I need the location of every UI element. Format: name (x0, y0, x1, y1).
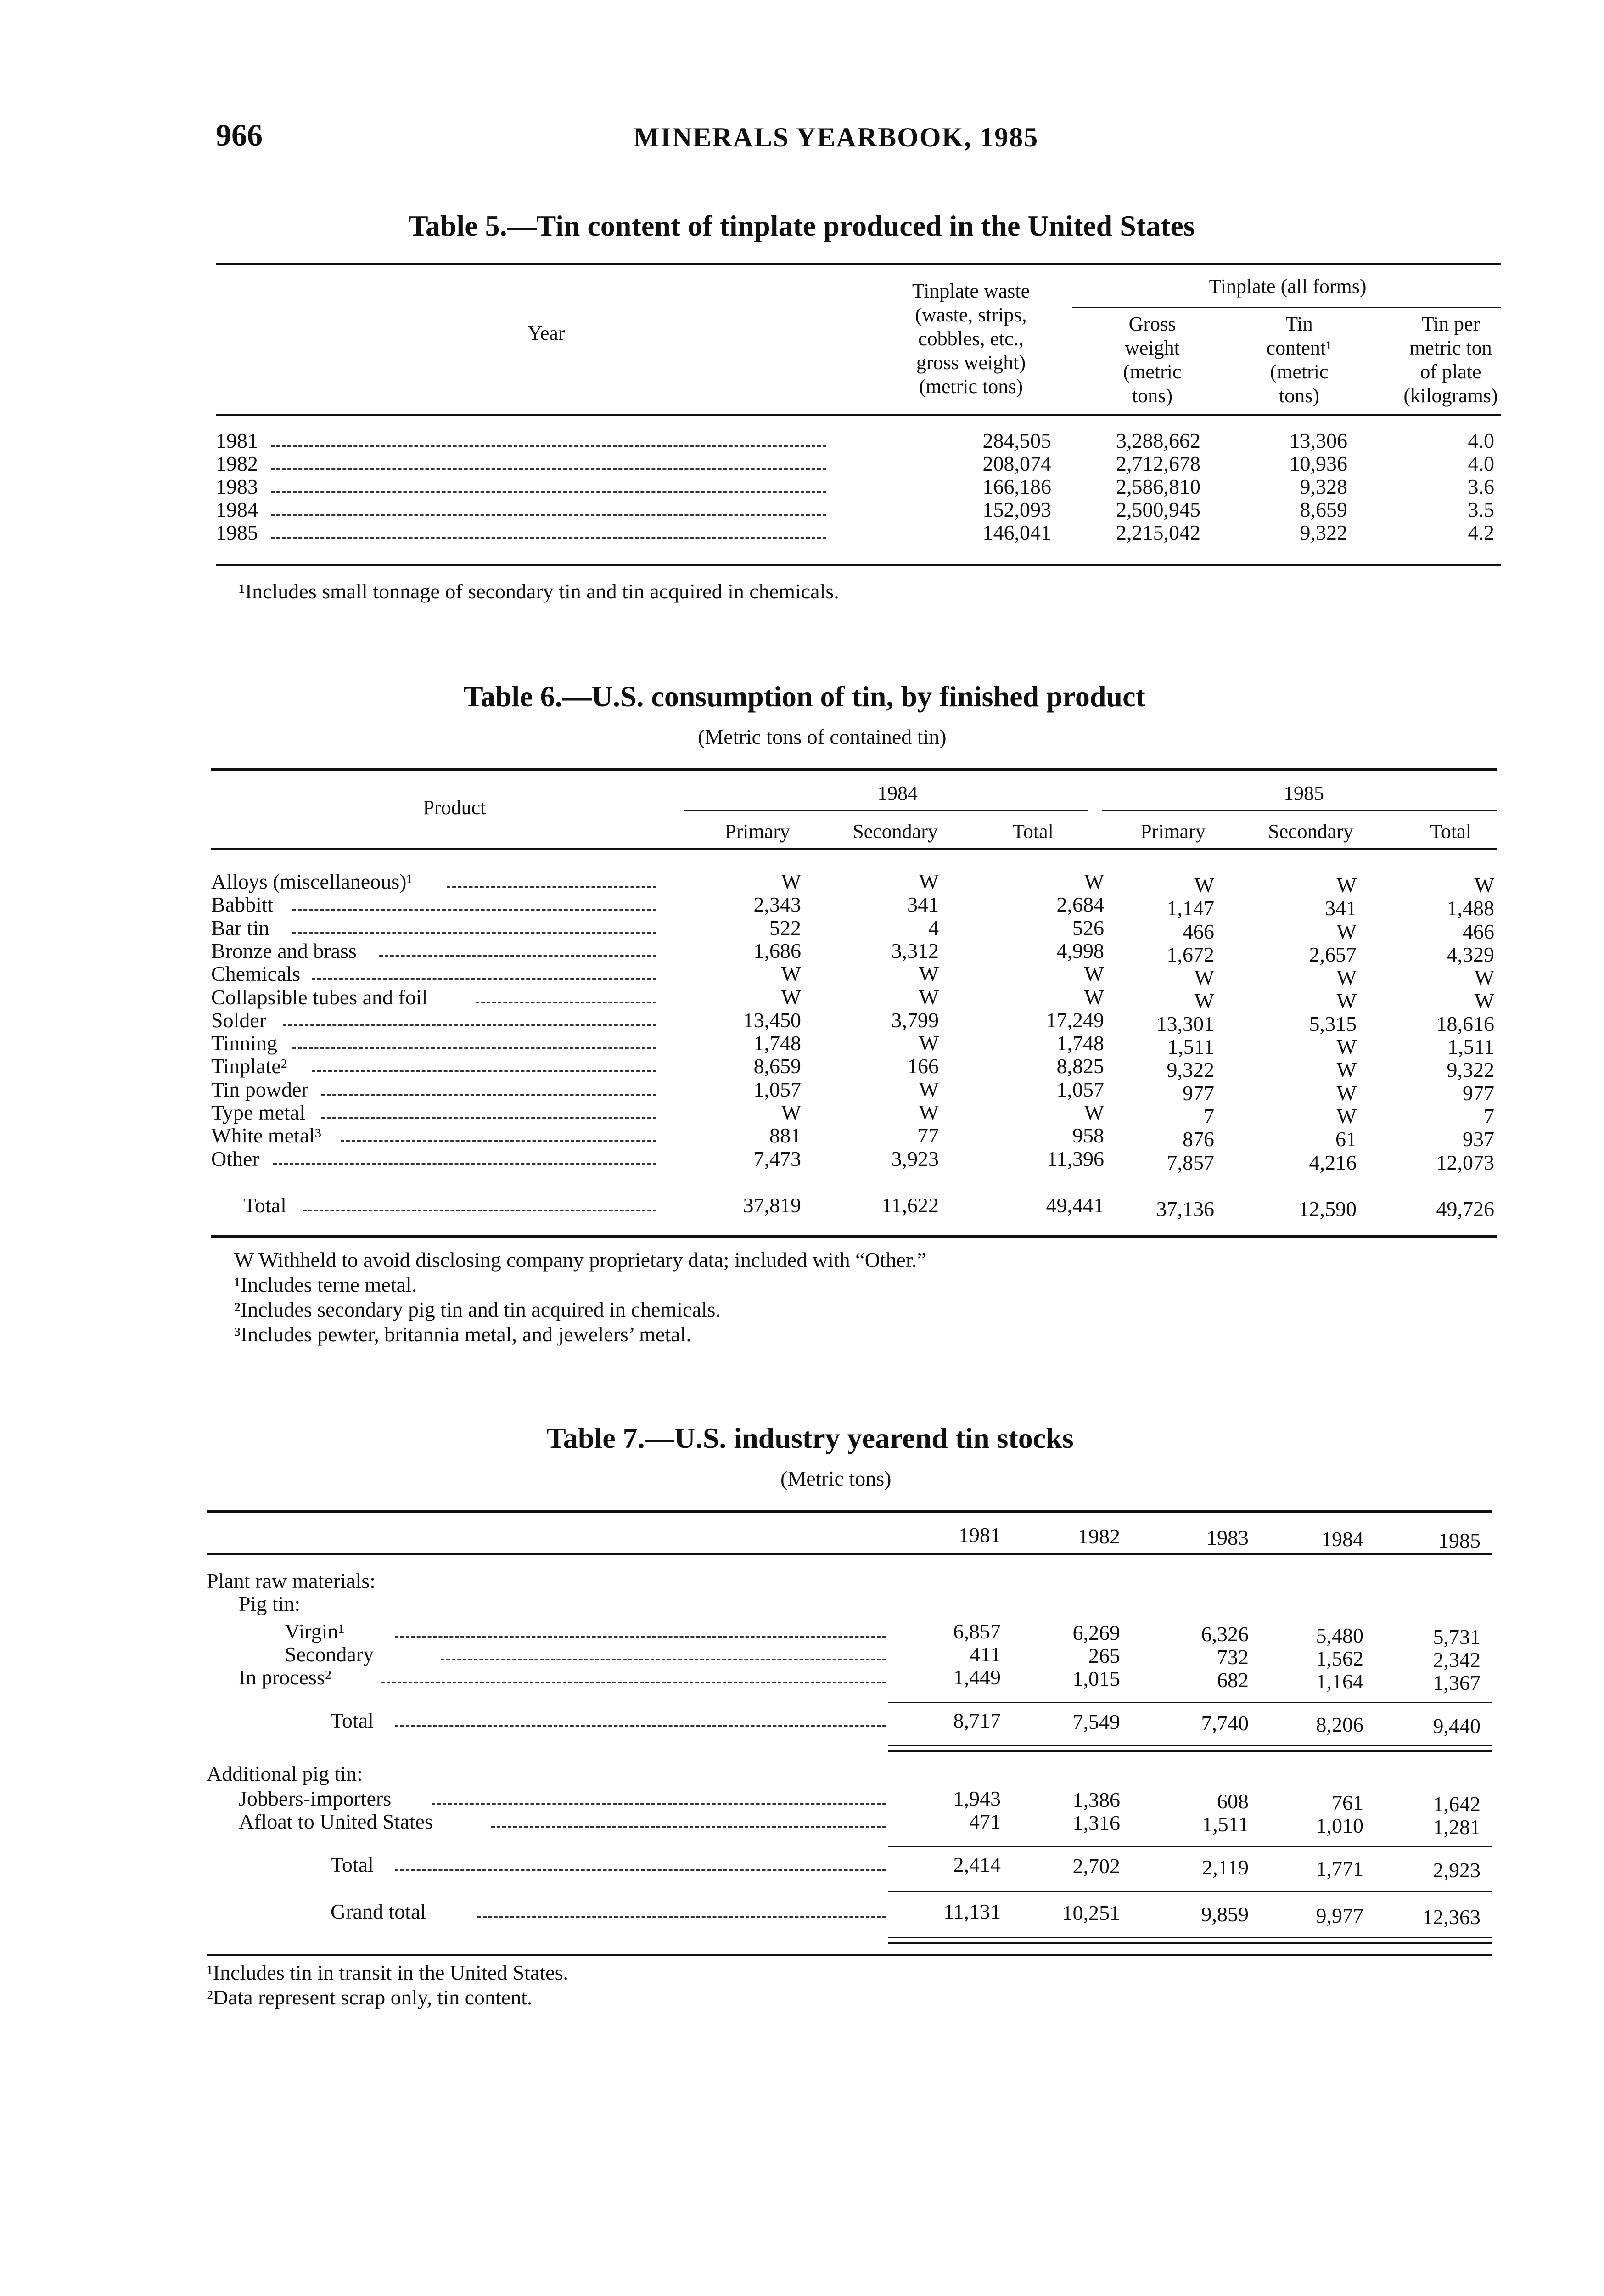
t6-total-label: Total (243, 1193, 286, 1217)
t5-gross: 2,712,678 (1116, 452, 1200, 475)
t5-group-rule (1072, 307, 1501, 308)
t5-per: 3.6 (1468, 475, 1494, 498)
t6-value: W (919, 1078, 939, 1101)
table-6-top-rule (211, 768, 1497, 771)
t6-col-header: Total (1430, 820, 1471, 843)
t6-value: 2,684 (1056, 893, 1104, 916)
t5-per: 4.0 (1468, 429, 1494, 452)
t7-footnote-2: ²Data represent scrap only, tin content. (207, 1986, 533, 2009)
t6-leader (292, 909, 656, 911)
t6-value: W (1336, 1081, 1357, 1105)
table-5-top-rule (216, 263, 1501, 265)
t6-value: 1,748 (1056, 1031, 1104, 1055)
t7-grand-total-value: 9,859 (1201, 1902, 1249, 1926)
t5-header-group: Tinplate (all forms) (1209, 275, 1367, 298)
t7-value: 1,511 (1202, 1812, 1249, 1836)
t7-grand-rule (888, 1891, 1492, 1892)
t5-header-year: Year (527, 322, 565, 344)
t6-footnote-2: ²Includes secondary pig tin and tin acquired in chemicals. (234, 1298, 721, 1321)
t6-value: W (1474, 873, 1494, 897)
t7-leader (395, 1636, 886, 1638)
t7-leader (395, 1725, 886, 1727)
t6-product: Solder (211, 1008, 267, 1032)
t5-tin: 13,306 (1289, 429, 1347, 452)
t6-value: W (1194, 966, 1214, 989)
t6-value: 1,511 (1447, 1035, 1494, 1058)
t6-value: 1,057 (753, 1078, 801, 1101)
t6-value: 8,825 (1056, 1054, 1104, 1078)
t6-value: 3,312 (891, 939, 939, 962)
t7-value: 1,015 (1072, 1667, 1120, 1690)
t5-header-gross: Gross weight (metric tons) (1123, 313, 1182, 407)
t6-value: W (1336, 873, 1357, 897)
t7-subtotal-rule (888, 1702, 1492, 1703)
t6-value: 4,216 (1309, 1151, 1357, 1174)
t6-total-value: 11,622 (881, 1193, 939, 1217)
t6-value: W (781, 985, 801, 1009)
t5-waste: 152,093 (982, 498, 1051, 521)
t6-value: W (1194, 989, 1214, 1013)
t6-col-header: Secondary (1268, 820, 1353, 843)
table-7-title: Table 7.—U.S. industry yearend tin stocks (546, 1422, 1074, 1454)
t7-value: 6,269 (1072, 1621, 1120, 1644)
t6-value: 4 (928, 916, 939, 940)
t6-leader (292, 932, 656, 934)
t6-leader (341, 1140, 656, 1142)
table-7-subtitle: (Metric tons) (780, 1467, 892, 1490)
t7-leader (381, 1682, 886, 1683)
t7-total-rule-a (888, 1745, 1492, 1746)
t5-header-tin-content: Tin content¹ (metric tons) (1266, 313, 1332, 407)
t7-value: 1,943 (953, 1787, 1001, 1810)
t7-total-value: 2,923 (1433, 1858, 1481, 1882)
t7-value: 608 (1217, 1790, 1249, 1813)
t7-value: 761 (1332, 1791, 1363, 1814)
t7-year-header: 1984 (1321, 1527, 1363, 1551)
t6-total-value: 49,441 (1046, 1193, 1104, 1217)
t6-value: W (1474, 966, 1494, 989)
t7-year-header: 1982 (1078, 1525, 1120, 1548)
t7-value: 471 (969, 1810, 1001, 1833)
table-7-header-rule (207, 1553, 1492, 1555)
t6-value: 1,147 (1167, 896, 1214, 920)
t6-value: 1,488 (1447, 896, 1494, 920)
t6-value: 7,473 (753, 1147, 801, 1171)
t6-value: 12,073 (1436, 1151, 1494, 1174)
t6-footnote-1: ¹Includes terne metal. (234, 1273, 417, 1296)
t7-total-value: 7,549 (1072, 1710, 1120, 1733)
t7-footnote-1: ¹Includes tin in transit in the United States. (207, 1961, 568, 1984)
t6-product: Tinning (211, 1031, 278, 1055)
t5-per: 3.5 (1468, 498, 1494, 521)
t6-leader (283, 1024, 656, 1026)
t6-value: W (1474, 989, 1494, 1013)
t6-product: White metal³ (211, 1124, 321, 1147)
t6-value: 61 (1335, 1127, 1357, 1151)
t6-leader (303, 1210, 656, 1211)
t6-total-value: 12,590 (1298, 1197, 1357, 1221)
t5-waste: 146,041 (982, 521, 1051, 544)
t7-row-label: Secondary (285, 1643, 374, 1666)
t7-leader (491, 1826, 886, 1828)
t5-gross: 2,500,945 (1116, 498, 1200, 521)
t7-value: 1,562 (1316, 1647, 1363, 1670)
t6-value: 4,329 (1447, 943, 1494, 966)
t6-value: 7,857 (1167, 1151, 1214, 1174)
t6-col-header: Secondary (852, 820, 938, 843)
t6-header-1984: 1984 (877, 782, 918, 805)
t7-row-label: Afloat to United States (239, 1810, 433, 1833)
t7-grand-total-value: 9,977 (1316, 1904, 1363, 1927)
t6-product: Bronze and brass (211, 939, 357, 962)
t6-value: 13,450 (743, 1008, 801, 1032)
t6-value: W (1084, 870, 1104, 893)
t7-value: 265 (1088, 1644, 1120, 1667)
t6-value: 2,657 (1309, 943, 1357, 966)
t6-value: 3,799 (891, 1008, 939, 1032)
t5-gross: 3,288,662 (1116, 429, 1200, 452)
t6-value: 7 (1204, 1104, 1214, 1128)
t6-col-header: Primary (1140, 820, 1206, 843)
t5-waste: 166,186 (982, 475, 1051, 498)
t6-value: 13,301 (1156, 1012, 1214, 1035)
t7-leader (441, 1659, 886, 1660)
t6-value: W (919, 962, 939, 985)
t6-value: W (1336, 1104, 1357, 1128)
t5-leader (271, 445, 826, 447)
t6-total-value: 37,136 (1156, 1197, 1214, 1221)
t6-value: 7 (1484, 1104, 1494, 1128)
t6-value: 466 (1183, 920, 1214, 943)
t6-product: Tinplate² (211, 1054, 287, 1078)
t7-leader (477, 1916, 886, 1918)
t6-value: 17,249 (1046, 1008, 1104, 1032)
table-7-bottom-rule (207, 1954, 1492, 1956)
t6-product: Type metal (211, 1101, 305, 1124)
t6-value: 18,616 (1436, 1012, 1494, 1035)
t6-leader (379, 955, 656, 957)
t6-value: W (1084, 962, 1104, 985)
t7-value: 1,386 (1072, 1788, 1120, 1812)
t7-leader (395, 1869, 886, 1871)
t6-product: Babbitt (211, 893, 274, 916)
table-7-top-rule (207, 1510, 1492, 1513)
t7-total-value: 8,717 (953, 1709, 1001, 1732)
t6-total-value: 37,819 (743, 1193, 801, 1217)
t7-total-rule-b (888, 1750, 1492, 1752)
t7-value: 1,642 (1433, 1792, 1481, 1816)
t5-year: 1981 (216, 429, 258, 452)
t7-year-header: 1985 (1438, 1529, 1481, 1552)
t6-leader (321, 1094, 656, 1096)
t6-value: 526 (1072, 916, 1104, 940)
t6-leader (273, 1163, 656, 1165)
t6-value: 8,659 (753, 1054, 801, 1078)
t5-waste: 284,505 (982, 429, 1051, 452)
table-5-bottom-rule (216, 564, 1501, 566)
t7-total-value: 8,206 (1316, 1713, 1363, 1736)
t5-tin: 10,936 (1289, 452, 1347, 475)
t6-value: 2,343 (753, 893, 801, 916)
table-6-header-rule (211, 848, 1497, 850)
t7-grand-total-value: 11,131 (943, 1900, 1001, 1923)
t5-footnote: ¹Includes small tonnage of secondary tin and tin acquired in chemicals. (239, 580, 839, 603)
t7-leader (432, 1803, 886, 1805)
t6-product: Other (211, 1147, 259, 1171)
t6-value: 937 (1463, 1127, 1494, 1151)
t6-value: W (1336, 920, 1357, 943)
t6-product: Bar tin (211, 916, 269, 940)
t6-leader (292, 1047, 656, 1049)
table-5-header-rule (216, 414, 1501, 416)
t6-value: 341 (907, 893, 939, 916)
t7-value: 411 (970, 1643, 1001, 1666)
t7-value: 1,281 (1433, 1815, 1481, 1839)
t6-value: W (781, 1101, 801, 1124)
t6-value: W (1084, 985, 1104, 1009)
t7-total-label: Total (331, 1709, 374, 1732)
t7-grand-rule-a (888, 1937, 1492, 1938)
table-6-title: Table 6.—U.S. consumption of tin, by finished product (464, 680, 1145, 713)
t7-year-header: 1981 (959, 1523, 1001, 1547)
t7-section-plant: Plant raw materials: (207, 1569, 376, 1593)
t6-1985-rule (1102, 810, 1497, 811)
t6-1984-rule (684, 810, 1088, 811)
t6-value: 77 (918, 1124, 939, 1147)
t6-value: 958 (1072, 1124, 1104, 1147)
t7-total-value: 2,414 (953, 1853, 1001, 1876)
t6-value: 977 (1463, 1081, 1494, 1105)
t7-value: 1,449 (953, 1666, 1001, 1689)
t5-per: 4.2 (1468, 521, 1494, 544)
t7-value: 5,731 (1433, 1625, 1481, 1649)
t7-year-header: 1983 (1206, 1526, 1249, 1549)
t5-tin: 8,659 (1300, 498, 1347, 521)
t5-leader (271, 514, 826, 516)
t7-total-value: 1,771 (1316, 1857, 1363, 1880)
t7-row-label: Jobbers-importers (239, 1787, 392, 1810)
t7-value: 1,164 (1316, 1670, 1363, 1693)
t6-col-header: Primary (725, 820, 790, 843)
t7-value: 6,326 (1201, 1622, 1249, 1646)
t7-total-value: 2,702 (1072, 1854, 1120, 1878)
t5-gross: 2,586,810 (1116, 475, 1200, 498)
t5-waste: 208,074 (982, 452, 1051, 475)
t7-row-label: Virgin¹ (285, 1620, 345, 1643)
t6-leader (321, 1117, 656, 1119)
t7-value: 6,857 (953, 1620, 1001, 1643)
t6-value: 1,686 (753, 939, 801, 962)
t6-value: 876 (1183, 1127, 1214, 1151)
t5-header-tin-per: Tin per metric ton of plate (kilograms) (1403, 313, 1498, 407)
t6-product: Collapsible tubes and foil (211, 985, 428, 1009)
t7-grand-total-value: 10,251 (1062, 1901, 1120, 1925)
table-5-title: Table 5.—Tin content of tinplate produced in the United States (409, 209, 1195, 242)
t7-total-label: Total (331, 1853, 374, 1876)
t6-value: 1,748 (753, 1031, 801, 1055)
running-title: MINERALS YEARBOOK, 1985 (634, 122, 1039, 152)
t5-tin: 9,328 (1300, 475, 1347, 498)
t6-value: 522 (769, 916, 801, 940)
t6-leader (476, 1002, 656, 1003)
t6-leader (447, 886, 656, 888)
t7-value: 1,316 (1072, 1811, 1120, 1835)
t7-value: 1,367 (1433, 1671, 1481, 1694)
t5-leader (271, 537, 826, 539)
t7-grand-rule-b (888, 1942, 1492, 1944)
table-6-subtitle: (Metric tons of contained tin) (698, 725, 947, 748)
t6-footnote-w: W Withheld to avoid disclosing company proprietary data; included with “Other.” (234, 1248, 926, 1272)
t5-year: 1984 (216, 498, 258, 521)
t6-value: 1,057 (1056, 1078, 1104, 1101)
t5-leader (271, 491, 826, 493)
t7-value: 732 (1217, 1645, 1249, 1669)
t6-value: 1,511 (1167, 1035, 1214, 1058)
t6-value: W (1084, 1101, 1104, 1124)
t5-header-waste: Tinplate waste (waste, strips, cobbles, etc., gross weight) (metric tons) (912, 280, 1030, 398)
t6-value: W (919, 1031, 939, 1055)
t7-total-value: 7,740 (1201, 1711, 1249, 1735)
t7-value: 5,480 (1316, 1624, 1363, 1647)
t6-product: Chemicals (211, 962, 301, 985)
t7-total-value: 9,440 (1433, 1714, 1481, 1738)
t6-leader (312, 1070, 656, 1072)
t6-value: 341 (1325, 896, 1357, 920)
t6-value: W (1336, 989, 1357, 1013)
t5-tin: 9,322 (1300, 521, 1347, 544)
table-6-bottom-rule (211, 1235, 1497, 1238)
t7-section-additional: Additional pig tin: (207, 1762, 363, 1785)
t6-header-product: Product (423, 796, 486, 819)
t6-leader (312, 978, 656, 980)
page-number: 966 (216, 118, 263, 152)
t7-subtotal-rule (888, 1846, 1492, 1847)
t6-value: 881 (769, 1124, 801, 1147)
t6-total-value: 49,726 (1436, 1197, 1494, 1221)
t7-total-value: 2,119 (1202, 1856, 1249, 1879)
t6-value: 977 (1183, 1081, 1214, 1105)
t6-value: 9,322 (1167, 1058, 1214, 1081)
t6-value: W (1336, 1035, 1357, 1058)
t7-grand-total-label: Grand total (331, 1900, 426, 1923)
t7-grand-total-value: 12,363 (1422, 1905, 1481, 1929)
t7-pig-tin: Pig tin: (239, 1592, 301, 1615)
t5-year: 1983 (216, 475, 258, 498)
t6-value: 5,315 (1309, 1012, 1357, 1035)
t6-value: 3,923 (891, 1147, 939, 1171)
t6-product: Alloys (miscellaneous)¹ (211, 870, 413, 893)
t7-value: 2,342 (1433, 1648, 1481, 1671)
t7-row-label: In process² (239, 1666, 331, 1689)
t6-value: W (1194, 873, 1214, 897)
t6-value: W (919, 1101, 939, 1124)
t5-per: 4.0 (1468, 452, 1494, 475)
t6-value: 1,672 (1167, 943, 1214, 966)
t6-value: W (1336, 966, 1357, 989)
t6-header-1985: 1985 (1284, 782, 1324, 805)
t5-year: 1982 (216, 452, 258, 475)
t5-year: 1985 (216, 521, 258, 544)
t6-value: 466 (1463, 920, 1494, 943)
t6-value: W (1336, 1058, 1357, 1081)
t7-value: 1,010 (1316, 1814, 1363, 1837)
t7-value: 682 (1217, 1668, 1249, 1692)
t5-gross: 2,215,042 (1116, 521, 1200, 544)
t6-value: W (781, 870, 801, 893)
t6-col-header: Total (1012, 820, 1054, 843)
t6-value: W (919, 870, 939, 893)
t5-leader (271, 468, 826, 470)
t6-value: 9,322 (1447, 1058, 1494, 1081)
t6-value: W (919, 985, 939, 1009)
t6-value: 11,396 (1047, 1147, 1104, 1171)
t6-footnote-3: ³Includes pewter, britannia metal, and jewelers’ metal. (234, 1322, 691, 1346)
t6-product: Tin powder (211, 1078, 308, 1101)
t6-value: 166 (907, 1054, 939, 1078)
t6-value: 4,998 (1056, 939, 1104, 962)
t6-value: W (781, 962, 801, 985)
